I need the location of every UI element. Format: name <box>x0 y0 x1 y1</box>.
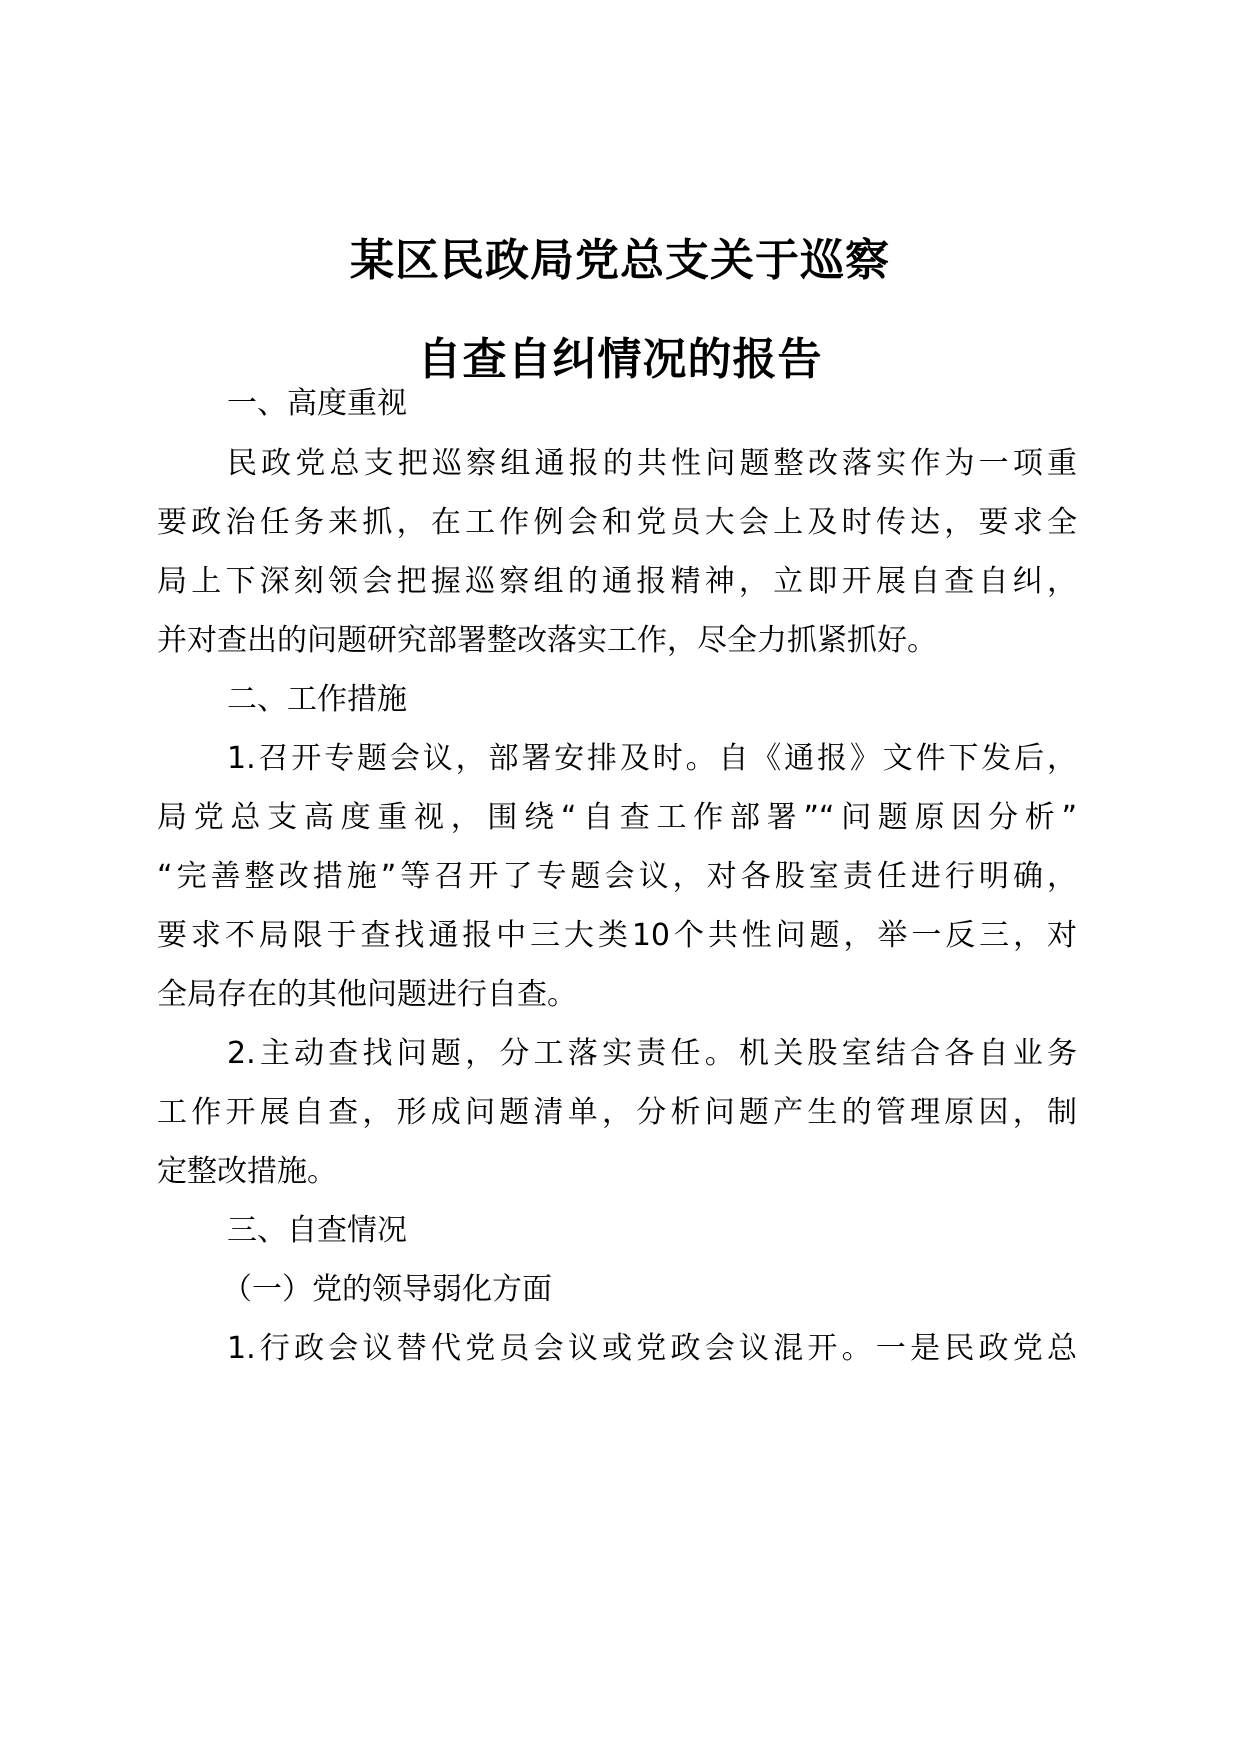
paragraph-line: 工作开展自查，形成问题清单，分析问题产生的管理原因，制 <box>157 1095 1077 1130</box>
title-line-2: 自查自纠情况的报告 <box>417 334 823 385</box>
section-heading-2: 二、工作措施 <box>227 682 407 717</box>
paragraph-line: 要政治任务来抓，在工作例会和党员大会上及时传达，要求全 <box>157 505 1077 540</box>
section-heading-1: 一、高度重视 <box>227 386 407 421</box>
paragraph-line: 民政党总支把巡察组通报的共性问题整改落实作为一项重 <box>227 446 1077 481</box>
paragraph-line: 2.主动查找问题，分工落实责任。机关股室结合各自业务 <box>227 1036 1077 1071</box>
paragraph-line: 局上下深刻领会把握巡察组的通报精神，立即开展自查自纠， <box>157 564 1077 599</box>
sub-heading: （一）党的领导弱化方面 <box>222 1272 552 1307</box>
paragraph-line: 并对查出的问题研究部署整改落实工作，尽全力抓紧抓好。 <box>157 623 937 658</box>
paragraph-line: “完善整改措施”等召开了专题会议，对各股室责任进行明确， <box>157 859 1077 894</box>
paragraph-line: 局党总支高度重视，围绕“自查工作部署”“问题原因分析” <box>157 800 1077 835</box>
paragraph-line: 1.召开专题会议，部署安排及时。自《通报》文件下发后， <box>227 741 1077 776</box>
paragraph-line: 全局存在的其他问题进行自查。 <box>157 977 577 1012</box>
paragraph-line: 定整改措施。 <box>157 1154 337 1189</box>
section-heading-3: 三、自查情况 <box>227 1213 407 1248</box>
title-line-1: 某区民政局党总支关于巡察 <box>350 235 890 286</box>
paragraph-line: 要求不局限于查找通报中三大类10个共性问题，举一反三，对 <box>157 918 1077 953</box>
paragraph-line: 1.行政会议替代党员会议或党政会议混开。一是民政党总 <box>227 1331 1077 1366</box>
